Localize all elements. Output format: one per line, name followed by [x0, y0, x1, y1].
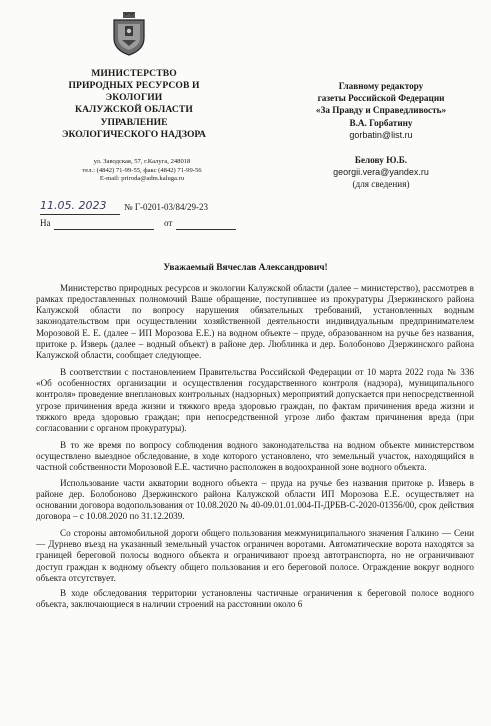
registration-line [40, 199, 250, 216]
letter-body [36, 283, 474, 616]
department-line: ЭКОЛОГИЧЕСКОГО НАДЗОРА [62, 129, 206, 140]
divider [176, 229, 236, 230]
ot-label: от [164, 218, 173, 228]
addressee-line: В.А. Горбатину [349, 117, 413, 128]
divider [54, 229, 154, 230]
sender-address [52, 158, 232, 184]
salutation: Уважаемый Вячеслав Александрович! [163, 263, 328, 273]
body-paragraph: В то же время по вопросу соблюдения водного законодательства на водном объекте министерством осуществлено выездное обследование, в ходе которого установлено, что земельный участок, находящийся в частной собственности Морозовой Е.Е. частично расположен в водоохранной зоне водного объекта. [36, 440, 474, 473]
address-line: E-mail: priroda@adm.kaluga.ru [99, 175, 185, 183]
copy-recipient-name: Белову Ю.Б. [354, 155, 408, 165]
reference-line [40, 218, 250, 230]
body-paragraph: Использование части акватории водного объекта – пруда на ручье без названия притоке р. Изверь в районе дер. Болобоново Дзержинского района Калужской области ИП Морозова Е.Е. осуществляет на основании договора водопользования от 10.08.2020 № 40-09.01.01.004-П-ДРБВ-С-2020-01356/00, срок действия договора – с 10.08.2020 по 31.12.2039. [36, 477, 474, 521]
address-line: ул. Заводская, 57, г.Калуга, 248018 [93, 158, 191, 165]
ministry-name [40, 68, 228, 116]
addressee-line: газеты Российской Федерации [317, 93, 445, 104]
address-line: тел.: (4842) 71-99-55, факс (4842) 71-99-56 [82, 166, 202, 174]
department-line: УПРАВЛЕНИЕ [100, 117, 168, 128]
body-paragraph: Министерство природных ресурсов и экологии Калужской области (далее – министерство), рассмотрев в рамках предоставленных полномочий Ваше обращение, поступившее из прокуратуры Дзержинского района Калужской области по вопросу нарушения обязательных требований, установленных водным законодательством при осуществлении хозяйственной деятельности индивидуальным предпринимателем Морозовой Е. Е. (далее – ИП Морозова Е.Е.) на водном объекте – пруде, образованном на ручье без названия, притоке р. Изверь (далее – водный объект) в районе дер. Люблинка и дер. Болобоново Дзержинского района Калужской области, сообщает следующее. [36, 283, 474, 360]
addressee-line: Главному редактору [338, 81, 424, 91]
addressee-email: gorbatin@list.ru [349, 129, 413, 140]
ministry-line: МИНИСТЕРСТВО [91, 68, 177, 79]
ministry-line: ПРИРОДНЫХ РЕСУРСОВ И ЭКОЛОГИИ [68, 80, 200, 103]
copy-recipient-email: georgii.vera@yandex.ru [333, 167, 429, 178]
ministry-line: КАЛУЖСКОЙ ОБЛАСТИ [75, 104, 193, 115]
addressee-block [300, 80, 462, 141]
registration-date: 11.05. 2023 [40, 199, 107, 212]
addressee-line: «За Правду и Справедливость» [315, 105, 447, 116]
copy-recipient-note: (для сведения) [352, 179, 410, 190]
registration-number: № Г-0201-03/84/29-23 [124, 202, 209, 212]
body-paragraph: В соответствии с постановлением Правительства Российской Федерации от 10 марта 2022 года № 336 «Об особенностях организации и осуществления государственного контроля (надзора), муниципального контроля» проведение внеплановых контрольных (надзорных) мероприятий допускается при непосредственной угрозе причинения вреда жизни и тяжкого вреда здоровью граждан, по фактам причинения вреда жизни и тяжкого вреда здоровью граждан; при непосредственной угрозе либо фактам причинения вреда (при согласовании с органом прокуратуры). [36, 367, 474, 433]
department-name [40, 117, 228, 141]
coat-of-arms-icon [112, 12, 146, 56]
copy-recipient-block [300, 154, 462, 191]
body-paragraph: В ходе обследования территории установлены частичные ограничения к береговой полосе водного объекта, заключающиеся в наличии строений на расстоянии около 6 [36, 587, 474, 610]
na-label: На [40, 218, 51, 228]
divider [40, 214, 120, 215]
body-paragraph: Со стороны автомобильной дороги общего пользования межмуниципального значения Галкино — Сени — Дурнево въезд на указанный земельный участок ограничен воротами. Автоматические ворота находятся за границей береговой полосы водного объекта и ограничивают проезд автотранспорта, но не ограничивают доступ граждан к водному объекту общего пользования и его береговой полосе. Ограждение вокруг водного объекта отсутствует. [36, 528, 474, 583]
